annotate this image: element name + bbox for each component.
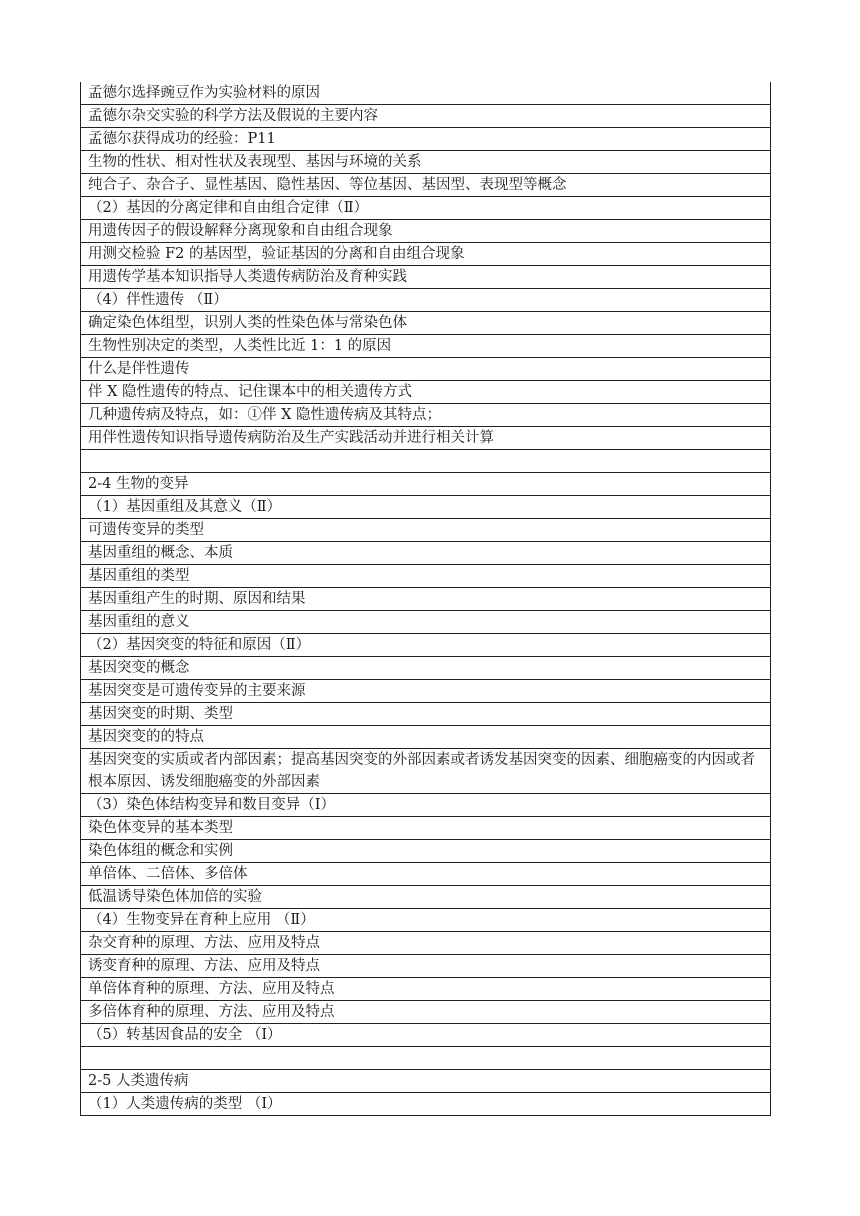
table-row <box>81 266 771 289</box>
table-row <box>81 450 771 473</box>
table-cell: 基因突变的的特点 <box>81 726 771 749</box>
table-row <box>81 1024 771 1047</box>
table-cell: 单倍体、二倍体、多倍体 <box>81 863 771 886</box>
table-cell: 低温诱导染色体加倍的实验 <box>81 886 771 909</box>
syllabus-table <box>80 82 771 1116</box>
table-row <box>81 726 771 749</box>
table-row <box>81 909 771 932</box>
table-row <box>81 381 771 404</box>
table-cell: 基因突变的实质或者内部因素；提高基因突变的外部因素或者诱发基因突变的因素、细胞癌变的内因或者根本原因、诱发细胞癌变的外部因素 <box>81 749 771 794</box>
section-heading: （5）转基因食品的安全 （Ⅰ） <box>81 1024 771 1047</box>
table-row <box>81 197 771 220</box>
table-row <box>81 749 771 794</box>
table-cell: 用遗传学基本知识指导人类遗传病防治及育种实践 <box>81 266 771 289</box>
table-row <box>81 519 771 542</box>
section-heading: （4）伴性遗传 （Ⅱ） <box>81 289 771 312</box>
table-row <box>81 634 771 657</box>
section-heading: （1）人类遗传病的类型 （Ⅰ） <box>81 1093 771 1116</box>
table-cell: 染色体组的概念和实例 <box>81 840 771 863</box>
table-row <box>81 220 771 243</box>
table-cell: 纯合子、杂合子、显性基因、隐性基因、等位基因、基因型、表现型等概念 <box>81 174 771 197</box>
table-row <box>81 358 771 381</box>
table-cell: 伴 X 隐性遗传的特点、记住课本中的相关遗传方式 <box>81 381 771 404</box>
table-row <box>81 404 771 427</box>
table-row <box>81 1070 771 1093</box>
table-cell: 基因突变的概念 <box>81 657 771 680</box>
empty-cell <box>81 1047 771 1070</box>
chapter-heading: 2-4 生物的变异 <box>81 473 771 496</box>
table-cell: 确定染色体组型，识别人类的性染色体与常染色体 <box>81 312 771 335</box>
table-row <box>81 335 771 358</box>
table-row <box>81 105 771 128</box>
table-row <box>81 151 771 174</box>
table-row <box>81 496 771 519</box>
table-row <box>81 932 771 955</box>
table-row <box>81 794 771 817</box>
table-cell: 用遗传因子的假设解释分离现象和自由组合现象 <box>81 220 771 243</box>
table-row <box>81 243 771 266</box>
table-cell: 多倍体育种的原理、方法、应用及特点 <box>81 1001 771 1024</box>
table-cell: 基因重组产生的时期、原因和结果 <box>81 588 771 611</box>
section-heading: （1）基因重组及其意义（Ⅱ） <box>81 496 771 519</box>
table-row <box>81 955 771 978</box>
table-cell: 诱变育种的原理、方法、应用及特点 <box>81 955 771 978</box>
table-cell: 什么是伴性遗传 <box>81 358 771 381</box>
table-cell: 染色体变异的基本类型 <box>81 817 771 840</box>
table-cell: 基因重组的概念、本质 <box>81 542 771 565</box>
table-cell: 孟德尔选择豌豆作为实验材料的原因 <box>81 82 771 105</box>
table-cell: 用测交检验 F2 的基因型，验证基因的分离和自由组合现象 <box>81 243 771 266</box>
table-row <box>81 542 771 565</box>
chapter-heading: 2-5 人类遗传病 <box>81 1070 771 1093</box>
table-row <box>81 680 771 703</box>
table-cell: 基因突变是可遗传变异的主要来源 <box>81 680 771 703</box>
table-row <box>81 978 771 1001</box>
table-cell: 基因突变的时期、类型 <box>81 703 771 726</box>
table-cell: 生物性别决定的类型，人类性比近 1：1 的原因 <box>81 335 771 358</box>
section-heading: （2）基因的分离定律和自由组合定律（Ⅱ） <box>81 197 771 220</box>
table-row <box>81 174 771 197</box>
table-row <box>81 1047 771 1070</box>
table-cell: 杂交育种的原理、方法、应用及特点 <box>81 932 771 955</box>
table-cell: 基因重组的意义 <box>81 611 771 634</box>
table-row <box>81 289 771 312</box>
table-row <box>81 1001 771 1024</box>
table-row <box>81 128 771 151</box>
table-cell: 孟德尔杂交实验的科学方法及假说的主要内容 <box>81 105 771 128</box>
table-row <box>81 611 771 634</box>
table-row <box>81 312 771 335</box>
table-row <box>81 1093 771 1116</box>
table-cell: 用伴性遗传知识指导遗传病防治及生产实践活动并进行相关计算 <box>81 427 771 450</box>
table-cell: 可遗传变异的类型 <box>81 519 771 542</box>
empty-cell <box>81 450 771 473</box>
table-cell: 孟德尔获得成功的经验：P11 <box>81 128 771 151</box>
section-heading: （2）基因突变的特征和原因（Ⅱ） <box>81 634 771 657</box>
table-row <box>81 565 771 588</box>
table-cell: 生物的性状、相对性状及表现型、基因与环境的关系 <box>81 151 771 174</box>
table-cell: 几种遗传病及特点，如：①伴 X 隐性遗传病及其特点； <box>81 404 771 427</box>
table-row <box>81 817 771 840</box>
table-row <box>81 588 771 611</box>
table-row <box>81 473 771 496</box>
table-row <box>81 840 771 863</box>
table-cell: 基因重组的类型 <box>81 565 771 588</box>
table-row <box>81 703 771 726</box>
table-cell: 单倍体育种的原理、方法、应用及特点 <box>81 978 771 1001</box>
table-row <box>81 82 771 105</box>
table-row <box>81 427 771 450</box>
section-heading: （3）染色体结构变异和数目变异（Ⅰ） <box>81 794 771 817</box>
table-row <box>81 886 771 909</box>
table-row <box>81 657 771 680</box>
table-row <box>81 863 771 886</box>
section-heading: （4）生物变异在育种上应用 （Ⅱ） <box>81 909 771 932</box>
